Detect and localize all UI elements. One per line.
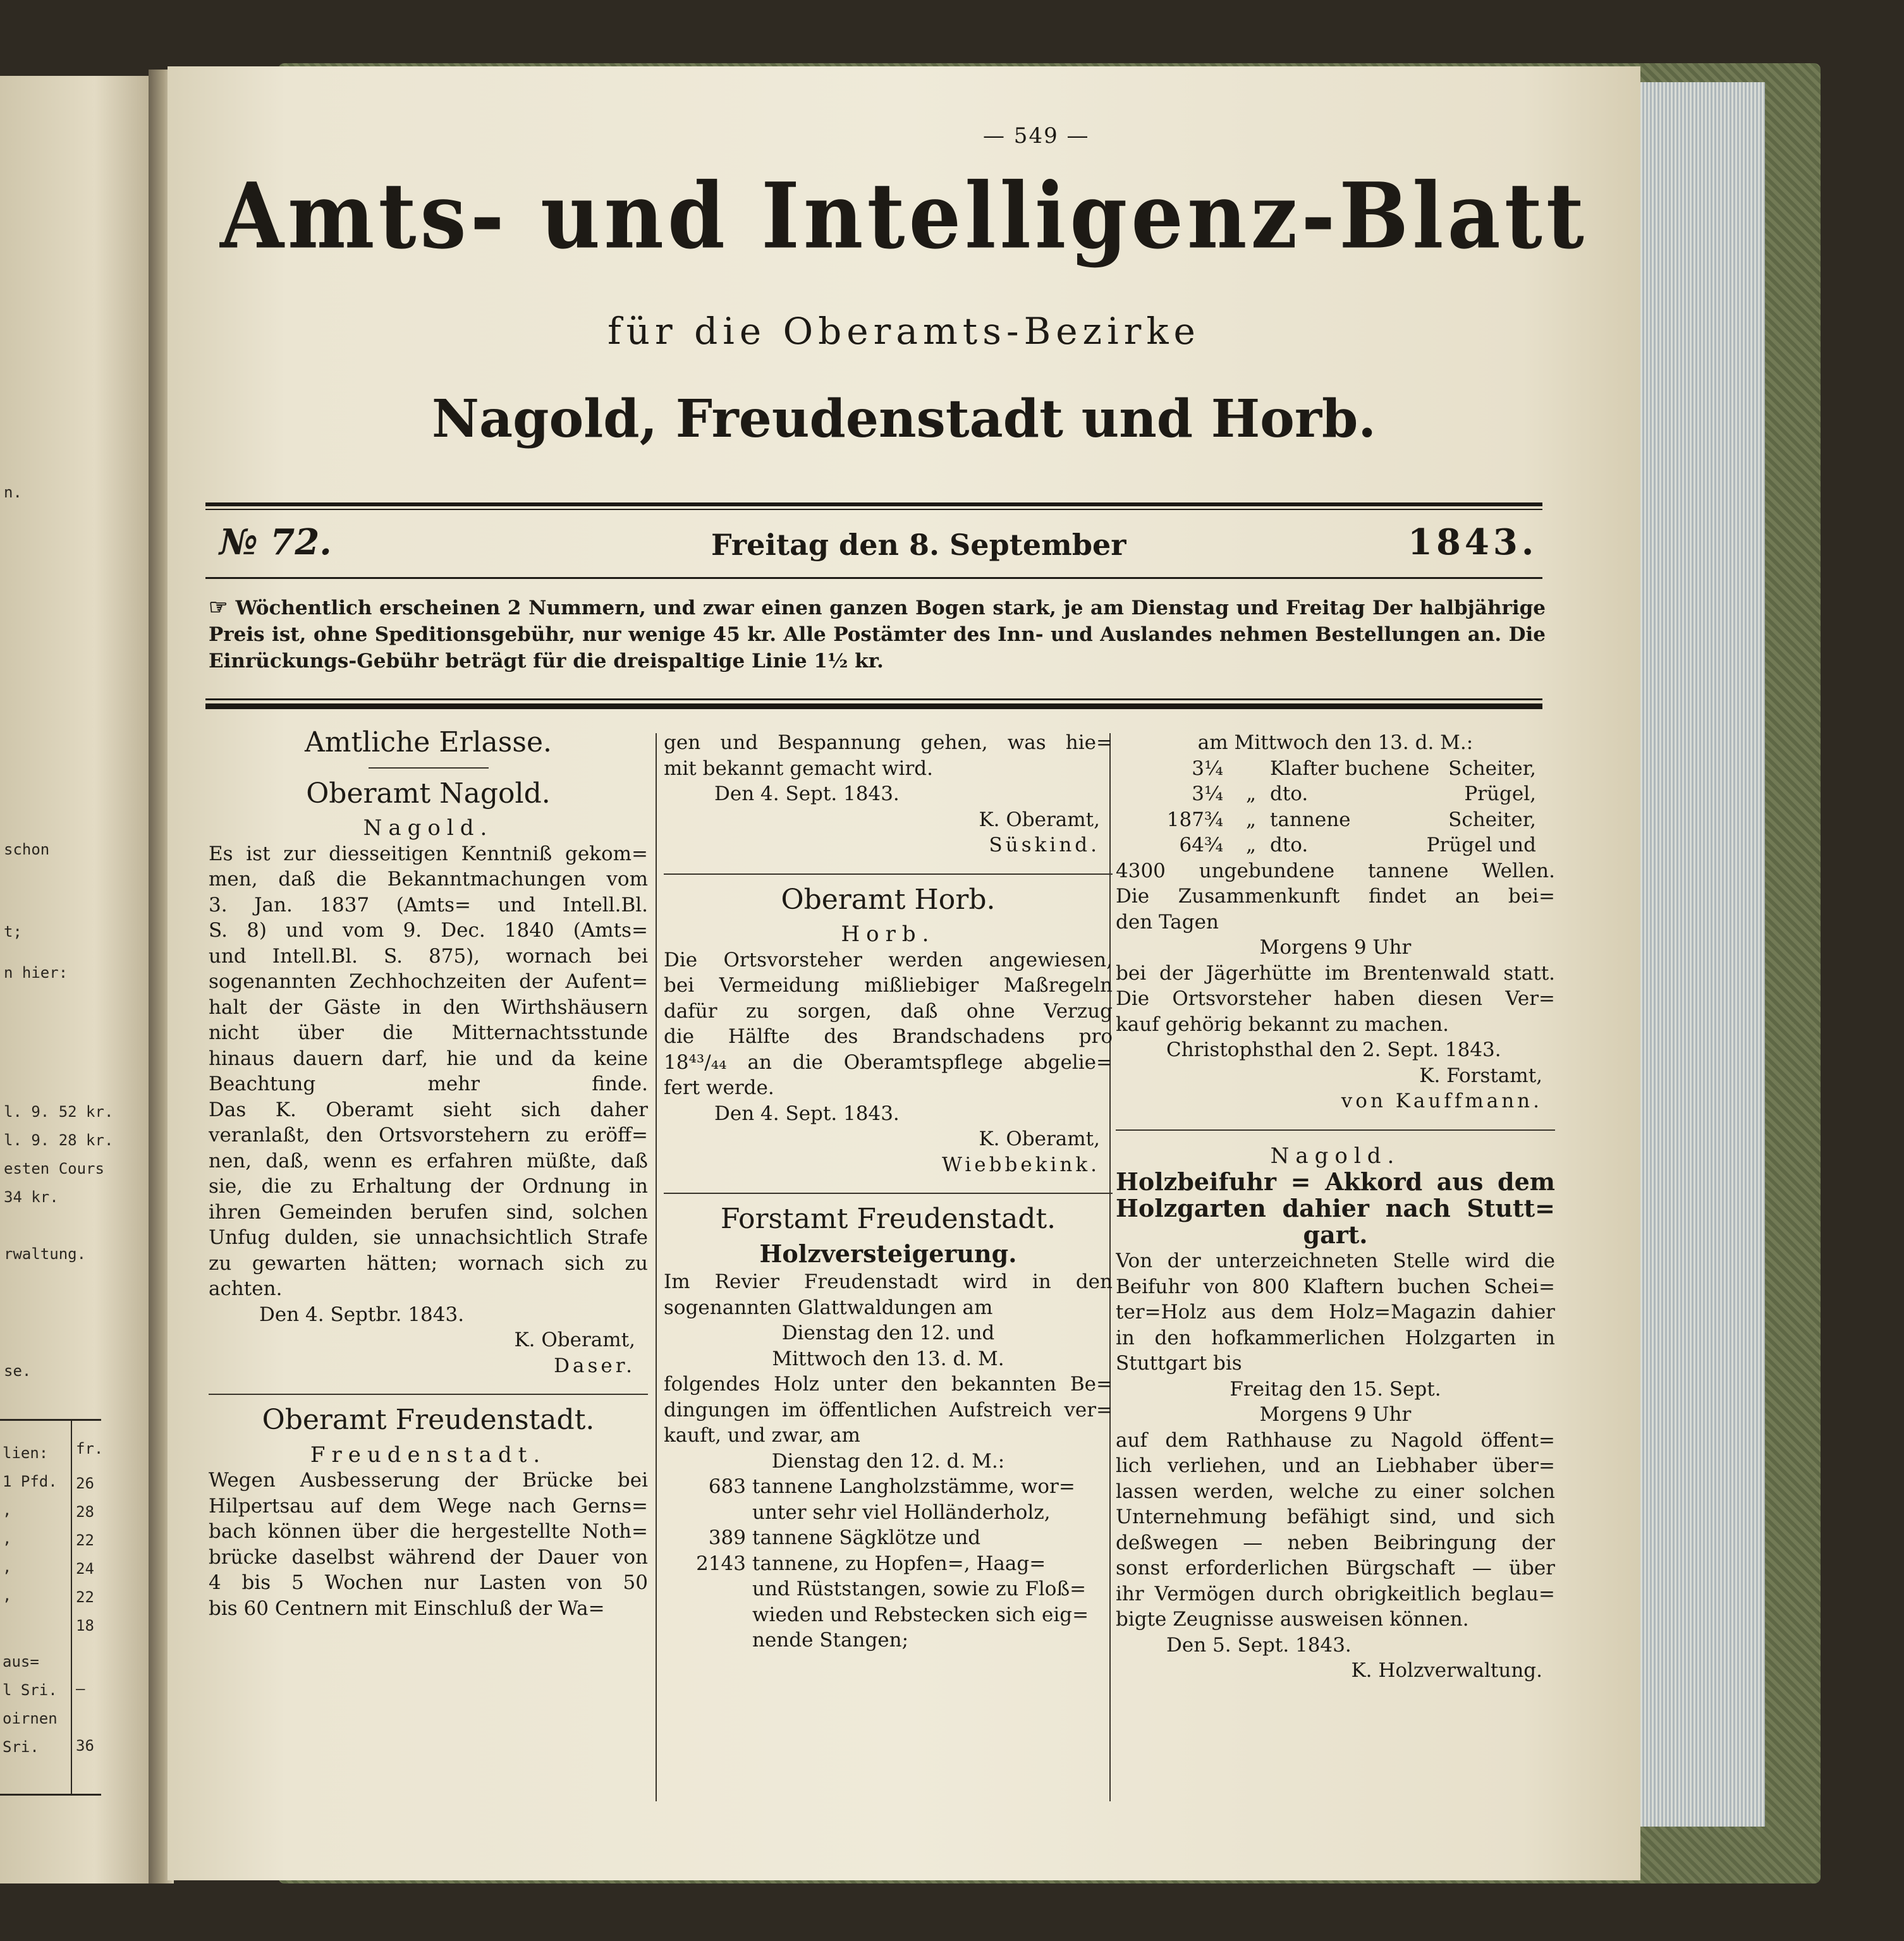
adjacent-page-fragment: , xyxy=(3,1558,12,1576)
timber-lot-text: tannene Langholzstämme, wor= xyxy=(752,1475,1075,1498)
notice-text: Wöchentlich erscheinen 2 Nummern, und zwar einen ganzen Bogen stark, je am Dienstag und Freitag Der halbjährige Preis ist, ohne Speditionsgebühr, nur wenige 45 kr. Alle Postämter des Inn- und Auslandes nehmen Bestellungen an. Die Einrückungs-Gebühr beträgt für die dreispaltige Linie 1½ kr. xyxy=(209,597,1546,672)
wood-description xyxy=(1270,756,1555,782)
wood-form: Scheiter, xyxy=(1448,757,1536,780)
price-value: 28 xyxy=(76,1503,94,1521)
timber-lot-count xyxy=(664,1628,752,1653)
text-line: Beifuhr von 800 Klaftern buchen Schei= xyxy=(1116,1275,1555,1298)
text-line: mit bekannt gemacht wird. xyxy=(664,757,933,780)
notice-date: Den 4. Septbr. 1843. xyxy=(259,1303,465,1326)
text-line: kauf gehörig bekannt zu machen. xyxy=(1116,1013,1449,1036)
timber-lot-row xyxy=(664,1525,1113,1551)
ditto-mark xyxy=(1232,756,1270,782)
place-freudenstadt: Freudenstadt. xyxy=(310,1442,547,1468)
signature-name: Daser. xyxy=(554,1354,635,1377)
masthead-title: Amts- und Intelligenz-Blatt xyxy=(220,162,1588,269)
auction-day: Mittwoch den 13. d. M. xyxy=(772,1347,1004,1370)
adjacent-page-fragment: 34 kr. xyxy=(4,1188,59,1206)
timber-lot-count: 2143 xyxy=(696,1552,746,1575)
adjacent-page-fragment: schon xyxy=(4,841,50,858)
timber-lot-text: tannene, zu Hopfen=, Haag= xyxy=(752,1552,1046,1575)
date-rule xyxy=(205,577,1542,579)
text-line: 18⁴³/₄₄ an die Oberamtspflege abgelie= xyxy=(664,1050,1113,1074)
text-line: bei Vermeidung mißliebiger Maßregeln xyxy=(664,974,1113,997)
wood-description xyxy=(1270,832,1555,858)
place-nagold: Nagold. xyxy=(363,815,494,841)
text-line: den Tagen xyxy=(1116,910,1219,934)
wood-description xyxy=(1270,807,1555,833)
wood-row xyxy=(1116,832,1555,858)
adjacent-page-fragment: n. xyxy=(4,484,22,501)
wood-type: dto. xyxy=(1270,834,1309,856)
heading-holzversteigerung: Holzversteigerung. xyxy=(759,1239,1017,1268)
text-line: Unfug dulden, sie unnachsichtlich Strafe xyxy=(209,1226,648,1249)
adjacent-page-fragment: l. 9. 28 kr. xyxy=(4,1131,114,1149)
timber-lot-row xyxy=(664,1551,1113,1577)
text-line: lassen werden, welche zu einer solchen xyxy=(1116,1480,1555,1503)
wood-type: Klafter buchene xyxy=(1270,757,1430,780)
heading-line: Holzgarten dahier nach Stutt= xyxy=(1116,1194,1555,1222)
text-line: und Intell.Bl. S. 875), wornach bei xyxy=(209,944,648,968)
text-line: ihren Gemeinden berufen sind, solchen xyxy=(209,1200,648,1224)
column-2 xyxy=(664,730,1113,1653)
timber-lot-count: 683 xyxy=(708,1475,746,1498)
column-3 xyxy=(1116,730,1555,1684)
heading-oberamt-freudenstadt: Oberamt Freudenstadt. xyxy=(262,1404,595,1436)
ditto-mark: „ xyxy=(1245,834,1257,856)
text-line: in den hofkammerlichen Holzgarten in xyxy=(1116,1326,1555,1349)
masthead-districts: Nagold, Freudenstadt und Horb. xyxy=(432,389,1376,449)
wood-form: Prügel und xyxy=(1426,834,1536,856)
adjacent-page-fragment: 1 Pfd. xyxy=(3,1473,58,1490)
issue-year: 1843. xyxy=(1408,521,1538,563)
wood-quantity: 3¼ xyxy=(1192,782,1223,805)
adjacent-page-fragment: Sri. xyxy=(3,1738,39,1756)
wood-quantity: 3¼ xyxy=(1192,757,1223,780)
text-line: Die Ortsvorsteher werden angewiesen, xyxy=(664,948,1113,971)
timber-lot-text: wieden und Rebstecken sich eig= xyxy=(752,1603,1089,1626)
text-line: auf dem Rathhause zu Nagold öffent= xyxy=(1116,1428,1555,1452)
heading-forstamt-freudenstadt: Forstamt Freudenstadt. xyxy=(720,1203,1056,1235)
subscription-notice xyxy=(209,594,1546,674)
masthead-rule xyxy=(205,502,1542,506)
timber-lot-row xyxy=(664,1576,1113,1602)
text-line: men, daß die Bekanntmachungen vom xyxy=(209,868,648,891)
timber-lot-text: unter sehr viel Holländerholz, xyxy=(752,1500,1051,1524)
page-edges xyxy=(1637,82,1765,1827)
text-line: Hilpertsau auf dem Wege nach Gerns= xyxy=(209,1494,648,1518)
signature-name: Wiebbekink. xyxy=(942,1153,1100,1176)
signature-office: K. Oberamt, xyxy=(979,1128,1100,1150)
text-line: Es ist zur diesseitigen Kenntniß gekom= xyxy=(209,842,648,865)
auction-day: am Mittwoch den 13. d. M.: xyxy=(1197,731,1474,754)
text-line: Beachtung mehr finde. xyxy=(209,1073,648,1095)
notice-date: Den 5. Sept. 1843. xyxy=(1166,1633,1352,1657)
text-line: nen, daß, wenn es erfahren müßte, daß xyxy=(209,1149,648,1172)
price-value: 24 xyxy=(76,1560,94,1578)
text-line: bis 60 Centnern mit Einschluß der Wa= xyxy=(209,1597,605,1620)
auction-day: Dienstag den 12. und xyxy=(781,1322,995,1344)
text-line: Stuttgart bis xyxy=(1116,1352,1242,1375)
text-line: 4 bis 5 Wochen nur Lasten von 50 xyxy=(209,1571,648,1594)
text-line: Die Ortsvorsteher haben diesen Ver= xyxy=(1116,987,1555,1010)
adjacent-page-fragment: lien: xyxy=(3,1444,49,1462)
text-line: kauft, und zwar, am xyxy=(664,1424,860,1447)
issue-number: № 72. xyxy=(219,521,332,563)
signature-office: K. Forstamt, xyxy=(1419,1064,1542,1087)
wood-form: Prügel, xyxy=(1464,782,1536,805)
text-line: ihr Vermögen durch obrigkeitlich beglau= xyxy=(1116,1582,1555,1605)
notice-date: Den 4. Sept. 1843. xyxy=(714,1102,900,1125)
price-value: 26 xyxy=(76,1475,94,1492)
price-table-header: fr. xyxy=(76,1440,104,1457)
text-line: bigte Zeugnisse ausweisen können. xyxy=(1116,1608,1469,1631)
wood-description xyxy=(1270,781,1555,807)
column-separator xyxy=(656,733,657,1801)
signature-office: K. Holzverwaltung. xyxy=(1351,1659,1542,1682)
timber-lot-count xyxy=(664,1602,752,1628)
price-value: 18 xyxy=(76,1617,94,1634)
newspaper-page xyxy=(168,66,1640,1880)
text-line: Unternehmung befähigt sind, und sich xyxy=(1116,1506,1555,1528)
text-line: Von der unterzeichneten Stelle wird die xyxy=(1116,1250,1555,1272)
adjacent-page-fragment: aus= xyxy=(3,1653,39,1670)
left-page xyxy=(0,76,158,1883)
place-nagold: Nagold. xyxy=(1270,1143,1401,1169)
notice-date: Den 4. Sept. 1843. xyxy=(714,782,900,805)
adjacent-page-fragment: se. xyxy=(4,1362,32,1380)
adjacent-page-fragment: , xyxy=(3,1501,12,1519)
auction-day: Dienstag den 12. d. M.: xyxy=(771,1449,1005,1473)
text-line: sogenannten Glattwaldungen am xyxy=(664,1296,993,1319)
pointing-hand-icon: ☞ xyxy=(209,595,228,620)
text-line: ter=Holz aus dem Holz=Magazin dahier xyxy=(1116,1301,1555,1323)
price-value: 36 xyxy=(76,1737,94,1755)
heading-oberamt-nagold: Oberamt Nagold. xyxy=(306,777,551,810)
adjacent-page-fragment: l Sri. xyxy=(3,1681,58,1699)
wood-row xyxy=(1116,781,1555,807)
timber-lot-text: nende Stangen; xyxy=(752,1629,909,1652)
adjacent-page-fragment: rwaltung. xyxy=(4,1245,87,1263)
signature-name: Süskind. xyxy=(989,834,1100,856)
timber-lot-count xyxy=(664,1576,752,1602)
wood-row xyxy=(1116,807,1555,833)
price-table xyxy=(0,1419,104,1796)
text-line: die Hälfte des Brandschadens pro xyxy=(664,1025,1113,1048)
text-line: achten. xyxy=(209,1277,283,1300)
contract-time: Morgens 9 Uhr xyxy=(1259,1403,1412,1426)
column-1 xyxy=(209,726,648,1621)
heading-line: gart. xyxy=(1303,1220,1368,1249)
text-line: 3. Jan. 1837 (Amts= und Intell.Bl. xyxy=(209,893,648,916)
wood-form: Scheiter, xyxy=(1448,808,1536,831)
timber-lot-text: tannene Sägklötze und xyxy=(752,1526,981,1549)
ditto-mark: „ xyxy=(1245,808,1257,831)
adjacent-page-fragment: l. 9. 52 kr. xyxy=(4,1103,114,1121)
timber-lot-count xyxy=(664,1500,752,1526)
text-line: sogenannten Zechhochzeiten der Aufent= xyxy=(209,970,648,993)
signature-office: K. Oberamt, xyxy=(514,1329,635,1351)
price-value: 22 xyxy=(76,1588,94,1606)
adjacent-page-fragment: , xyxy=(3,1530,12,1547)
text-line: 4300 ungebundene tannene Wellen. xyxy=(1116,859,1555,882)
timber-lot-count: 389 xyxy=(708,1526,746,1549)
text-line: nicht über die Mitternachtsstunde xyxy=(209,1021,648,1044)
price-value: 22 xyxy=(76,1531,94,1549)
notice-date: Christophsthal den 2. Sept. 1843. xyxy=(1166,1038,1501,1061)
masthead-subtitle: für die Oberamts-Bezirke xyxy=(607,310,1200,353)
text-line: dafür zu sorgen, daß ohne Verzug xyxy=(664,999,1113,1023)
issue-date: Freitag den 8. September xyxy=(711,528,1126,562)
heading-line: Holzbeifuhr = Akkord aus dem xyxy=(1116,1167,1555,1196)
text-line: fert werde. xyxy=(664,1076,774,1099)
adjacent-page-fragment: oirnen xyxy=(3,1710,58,1727)
text-line: S. 8) und vom 9. Dec. 1840 (Amts= xyxy=(209,919,648,942)
text-line: veranlaßt, den Ortsvorstehern zu eröff= xyxy=(209,1124,648,1147)
signature-office: K. Oberamt, xyxy=(979,808,1100,831)
heading-oberamt-horb: Oberamt Horb. xyxy=(781,883,996,916)
adjacent-page-fragment: , xyxy=(3,1586,12,1604)
wood-quantity: 187¾ xyxy=(1166,808,1223,831)
timber-lot-row xyxy=(664,1474,1113,1500)
text-line: bei der Jägerhütte im Brentenwald statt. xyxy=(1116,961,1555,985)
timber-lot-row xyxy=(664,1500,1113,1526)
adjacent-page-fragment: n hier: xyxy=(4,964,68,982)
text-line: Das K. Oberamt sieht sich daher xyxy=(209,1098,648,1121)
text-line: lich verliehen, und an Liebhaber über= xyxy=(1116,1454,1555,1477)
contract-day: Freitag den 15. Sept. xyxy=(1230,1377,1441,1401)
text-line: halt der Gäste in den Wirthshäusern xyxy=(209,995,648,1019)
wood-row xyxy=(1116,756,1555,782)
wood-type: dto. xyxy=(1270,782,1309,805)
ditto-mark: „ xyxy=(1245,782,1257,805)
section-title: Amtliche Erlasse. xyxy=(305,726,552,758)
text-line: bach können über die hergestellte Noth= xyxy=(209,1520,648,1543)
text-line: folgendes Holz unter den bekannten Be= xyxy=(664,1373,1113,1396)
text-line: dingungen im öffentlichen Aufstreich ver= xyxy=(664,1398,1113,1421)
place-horb: Horb. xyxy=(841,922,936,947)
text-line: brücke daselbst während der Dauer von xyxy=(209,1545,648,1569)
text-line: Wegen Ausbesserung der Brücke bei xyxy=(209,1469,648,1492)
signature-name: von Kauffmann. xyxy=(1341,1090,1542,1112)
adjacent-page-fragment: t; xyxy=(4,923,22,940)
notice-rule-thick xyxy=(205,703,1542,709)
price-value: — xyxy=(76,1680,85,1698)
text-line: gen und Bespannung gehen, was hie= xyxy=(664,731,1113,754)
masthead-rule-thin xyxy=(205,509,1542,510)
text-line: Im Revier Freudenstadt wird in den xyxy=(664,1270,1113,1293)
text-line: sonst erforderlichen Bürgschaft — über xyxy=(1116,1557,1555,1579)
text-line: zu gewarten hätten; wornach sich zu xyxy=(209,1251,648,1275)
text-line: hinaus dauern darf, hie und da keine xyxy=(209,1047,648,1070)
timber-lot-row xyxy=(664,1602,1113,1628)
wood-type: tannene xyxy=(1270,808,1351,831)
wood-quantity: 64¾ xyxy=(1179,834,1223,856)
text-line: sie, die zu Erhaltung der Ordnung in xyxy=(209,1175,648,1198)
text-line: deßwegen — neben Beibringung der xyxy=(1116,1531,1555,1554)
timber-lot-text: und Rüststangen, sowie zu Floß= xyxy=(752,1578,1087,1600)
meeting-time: Morgens 9 Uhr xyxy=(1259,936,1412,959)
adjacent-page-fragment: esten Cours xyxy=(4,1160,104,1177)
page-number: — 549 — xyxy=(983,123,1090,149)
text-line: Die Zusammenkunft findet an bei= xyxy=(1116,885,1555,908)
notice-rule xyxy=(205,698,1542,700)
timber-lot-row xyxy=(664,1628,1113,1653)
